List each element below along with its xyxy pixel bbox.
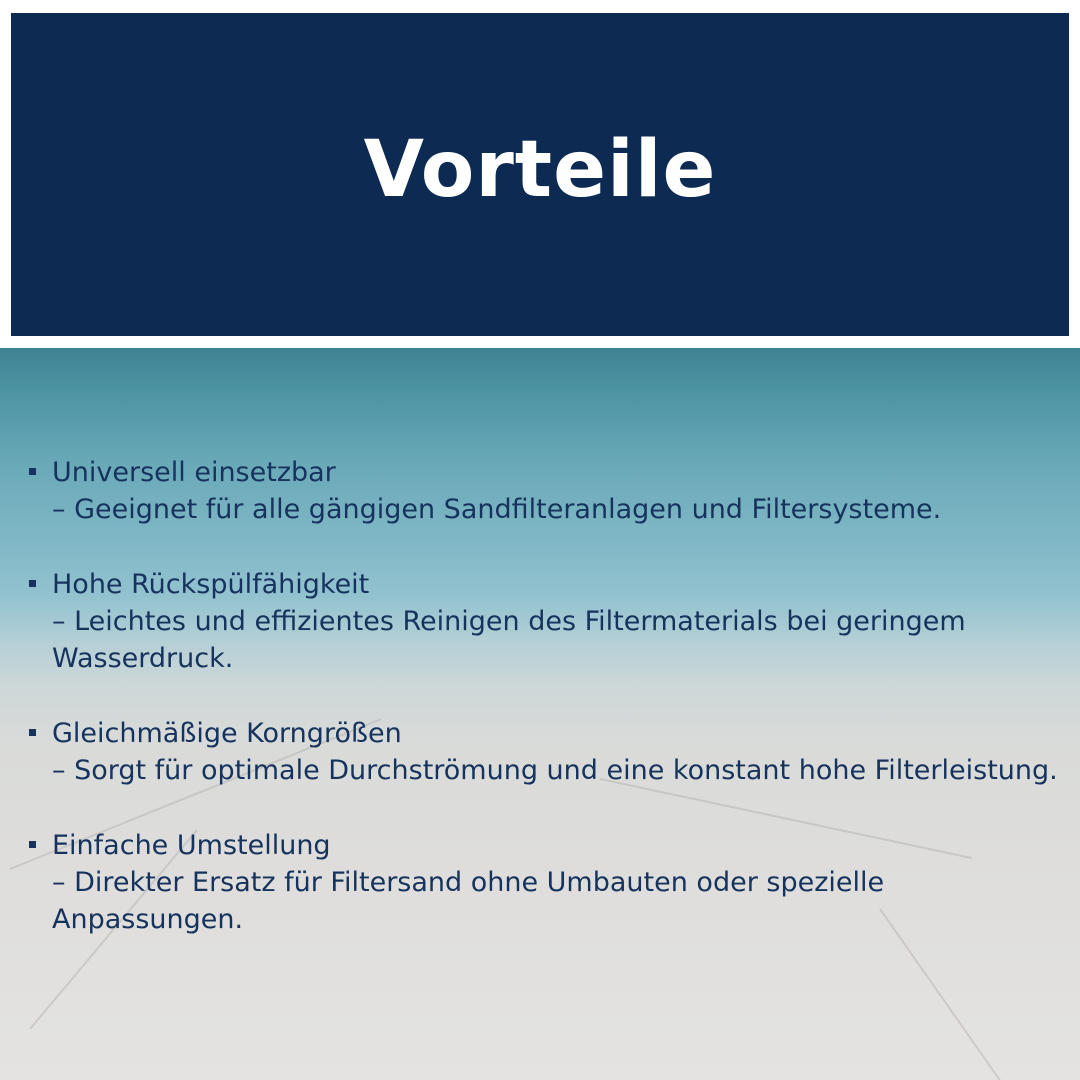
list-item xyxy=(26,715,1066,789)
page-title: Vorteile xyxy=(363,124,717,215)
list-item-description: – Geeignet für alle gängigen Sandfilteranlagen und Filtersysteme. xyxy=(52,494,942,525)
list-item-text xyxy=(52,827,1066,938)
header-banner xyxy=(11,13,1069,336)
list-item-description: – Direkter Ersatz für Filtersand ohne Umbauten oder spezielle Anpassungen. xyxy=(52,867,885,935)
list-item-title: Einfache Umstellung xyxy=(52,830,331,861)
square-bullet-icon xyxy=(26,827,52,864)
list-item-text xyxy=(52,566,1066,677)
list-item-text xyxy=(52,715,1066,789)
list-item xyxy=(26,827,1066,938)
advantages-list xyxy=(26,454,1066,976)
square-bullet-icon xyxy=(26,454,52,491)
square-bullet-icon xyxy=(26,566,52,603)
list-item xyxy=(26,566,1066,677)
list-item-description: – Sorgt für optimale Durchströmung und eine konstant hohe Filterleistung. xyxy=(52,755,1058,786)
square-bullet-icon xyxy=(26,715,52,752)
list-item-title: Hohe Rückspülfähigkeit xyxy=(52,569,370,600)
list-item-text xyxy=(52,454,1066,528)
list-item-title: Universell einsetzbar xyxy=(52,457,336,488)
list-item xyxy=(26,454,1066,528)
list-item-title: Gleichmäßige Korngrößen xyxy=(52,718,402,749)
list-item-description: – Leichtes und effizientes Reinigen des Filtermaterials bei geringem Wasserdruck. xyxy=(52,606,966,674)
